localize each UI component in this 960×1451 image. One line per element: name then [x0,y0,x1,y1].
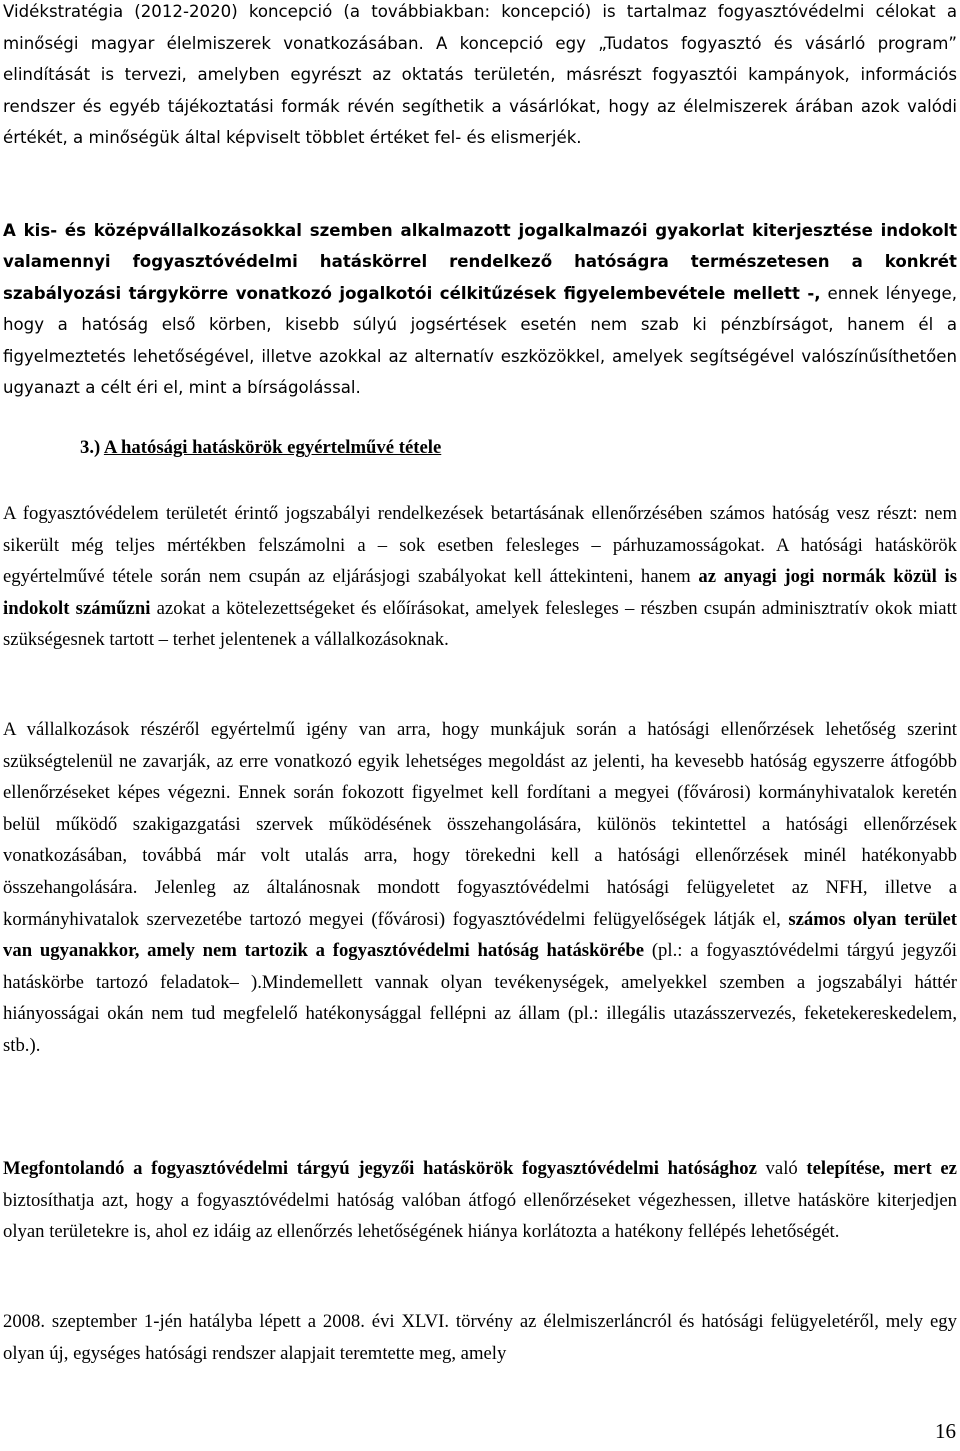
paragraph-text: való [756,1158,807,1179]
paragraph-text: azokat a kötelezettségeket és előírásokat, amelyek felesleges – részben csupán adminisztratív okok miatt szükségesnek tartott – terhet jelentenek a vállalkozásoknak. [3,597,957,651]
paragraph-jegyzoi-hataskorok [3,1153,957,1248]
paragraph-vidékstratégia [3,0,957,154]
section-title: A hatósági hatáskörök egyértelművé tétele [103,437,442,458]
paragraph-hatosagi-ellenorzes [3,498,957,656]
bold-statement: számos olyan terület van ugyanakkor, amely nem tartozik a fogyasztóvédelmi hatóság hatáskörébe [3,908,958,962]
paragraph-elelmiszerlanc-torveny [3,1306,957,1369]
page-number: 16 [935,1419,956,1443]
paragraph-text: biztosíthatja azt, hogy a fogyasztóvédelmi hatóság valóban átfogó ellenőrzéseket végezhessen, illetve hatásköre kiterjedjen olyan területekre is, ahol ez idáig az ellenőrzés lehetőségének hiánya korlátozta a hatékony fellépés lehetőségét. [3,1189,957,1243]
paragraph-text: (pl.: a fogyasztóvédelmi tárgyú jegyzői hatáskörbe tartozó feladatok– ).Mindemellett vannak olyan tevékenységek, amelyekkel szemben a jogszabályi háttér hiányosságai okán nem tud megfelelő hatékonysággal fellépni az állam (pl.: illegális utazásszervezés, feketekereskedelem, stb.). [3,940,957,1056]
bold-statement: Megfontolandó a fogyasztóvédelmi tárgyú jegyzői hatáskörök fogyasztóvédelmi hatósághoz [3,1158,757,1179]
section-number: 3.) [80,437,101,458]
paragraph-text: ennek lényege, hogy a hatóság első körben, kisebb súlyú jogsértések esetén nem szab ki pénzbírságot, hanem él a figyelmeztetés lehetőségével, illetve azokkal az alternatív eszközökkel, amelyek segítségével valószínűsíthetően ugyanazt a célt éri el, mint a bírságolással. [3,283,957,398]
bold-statement: az anyagi jogi normák közül is indokolt száműzni [3,566,957,619]
bold-statement: A kis- és középvállalkozásokkal szemben alkalmazott jogalkalmazói gyakorlat kiterjesztése indokolt valamennyi fogyasztóvédelmi hatáskörrel rendelkező hatóságra természetesen a konkrét szabályozási tárgykörre vonatkozó jogalkotói célkitűzések figyelembevétele mellett -, [3,221,957,303]
paragraph-text: A vállalkozások részéről egyértelmű igény van arra, hogy munkájuk során a hatósági ellenőrzések lehetőség szerint szükségtelenül ne zavarják, az erre vonatkozó egyik lehetséges megoldást az jelenti, ha kevesebb hatóság egyszerre átfogóbb ellenőrzéseket képes végezni. Ennek során fokozott figyelmet kell fordítani a megyei (fővárosi) kormányhivatalok keretén belül működő szakigazgatási szervek működésének összehangolására, különös tekintettel a hatósági ellenőrzések vonatkozásában, továbbá már volt utalás arra, hogy törekedni kell a hatósági ellenőrzések minél hatékonyabb összehangolására. Jelenleg az általánosnak mondott fogyasztóvédelmi hatósági felügyeletet az NFH, illetve a kormányhivatalok szervezetébe tartozó megyei (fővárosi) fogyasztóvédelmi felügyelőségek látják el, [3,719,957,930]
bold-statement: telepítése, mert ez [806,1158,957,1179]
section-heading [80,432,441,464]
paragraph-text: Vidékstratégia (2012-2020) koncepció (a továbbiakban: koncepció) is tartalmaz fogyasztóvédelmi célokat a minőségi magyar élelmiszerek vonatkozásában. A koncepció egy „Tudatos fogyasztó és vásárló program” elindítását is tervezi, amelyben egyrészt az oktatás területén, másrészt fogyasztói kampányok, információs rendszer és egyéb tájékoztatási formák révén segíthetik a vásárlókat, hogy az élelmiszerek árában azok valódi értékét, a minőségük által képviselt többlet értéket fel- és elismerjék. [3,2,957,148]
paragraph-kkv-jogalkalmazas [3,215,957,403]
paragraph-vallalkozasok-igenye [3,714,957,1062]
paragraph-text: 2008. szeptember 1-jén hatályba lépett a 2008. évi XLVI. törvény az élelmiszerláncról és hatósági felügyeletéről, mely egy olyan új, egységes hatósági rendszer alapjait teremtette meg, amely [3,1311,957,1364]
paragraph-text: A fogyasztóvédelem területét érintő jogszabályi rendelkezések betartásának ellenőrzésében számos hatóság vesz részt: nem sikerült még teljes mértékben felszámolni a – sok esetben felesleges – párhuzamosságokat. A hatósági hatáskörök egyértelművé tétele során nem csupán az eljárásjogi szabályokat kell áttekinteni, hanem [3,503,957,588]
